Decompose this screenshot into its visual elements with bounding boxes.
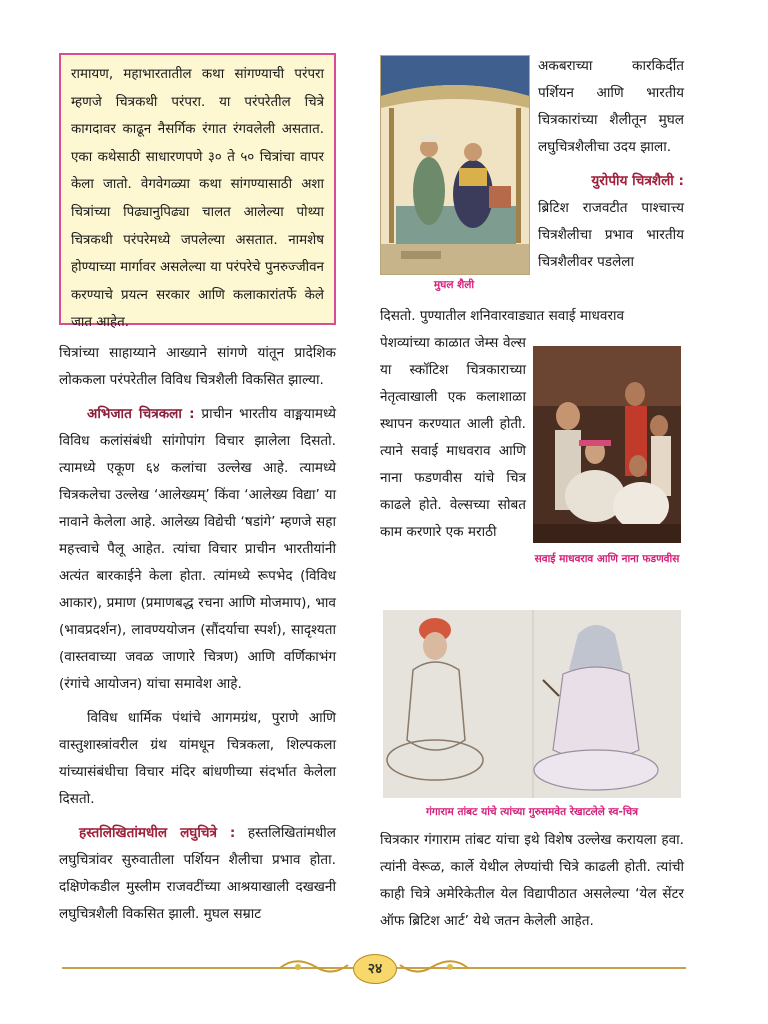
euro-text-3: पेशव्यांच्या काळात जेम्स वेल्स या स्कॉटिश चित्रकाराच्या नेतृत्वाखाली एक कलाशाळा स्थापन करण्यात आली होती. त्याने सवाई माधवराव आणि नाना फडणवीस यांचे चित्र काढले होते. वेल्सच्या सोबत काम करणारे एक मराठी (380, 335, 526, 540)
abhijat-paragraph (59, 401, 336, 698)
right-top-text (538, 53, 684, 276)
hast-text: हस्तलिखितांमधील लघुचित्रांवर सुरुवातीला पर्शियन शैलीचा प्रभाव होता. दक्षिणेकडील मुस्लीम राजवटींच्या आश्रयाखाली दखखनी लघुचित्रशैली विकसित झाली. मुघल सम्राट (59, 825, 336, 922)
euro-text-3-block (380, 330, 526, 546)
left-para-1: चित्रांच्या साहाय्याने आख्याने सांगणे यांतून प्रादेशिक लोककला परंपरेतील विविध चित्रशैली विकसित झाल्या. (59, 345, 336, 388)
mughal-caption: मुघल शैली (433, 279, 475, 291)
chitrakathi-box (59, 53, 336, 331)
left-para-3: विविध धार्मिक पंथांचे आगमग्रंथ, पुराणे आणि वास्तुशास्त्रांवरील ग्रंथ यांमधून चित्रकला, शिल्पकला यांच्यासंबंधीचा विचार मंदिर बांधणीच्या संदर्भात केलेला दिसतो. (59, 710, 336, 807)
euro-text-2: दिसतो. पुण्यातील शनिवारवाड्यात सवाई माधवराव (380, 308, 625, 324)
box-text: रामायण, महाभारतातील कथा सांगण्याची परंपरा म्हणजे चित्रकथी परंपरा. या परंपरेतील चित्रे कागदावर काढून नैसर्गिक रंगात रंगवलेली असतात. एका कथेसाठी साधारणपणे ३० ते ५० चित्रांचा वापर केला जातो. वेगवेगळ्या कथा सांगण्यासाठी अशा चित्रांच्या पिढ्यानुपिढ्या चालत आलेल्या पोथ्या चित्रकथी परंपरेमध्ये जपलेल्या असतात. नामशेष होण्याच्या मार्गावर असलेल्या या परंपरेचे पुनरुज्जीवन करण्याचे प्रयत्न सरकार आणि कलाकारांतर्फे केले जात आहेत. (71, 67, 324, 331)
hast-heading: हस्तलिखितांमधील लघुचित्रे : (79, 825, 236, 841)
euro-text-1: ब्रिटिश राजवटीत पाश्चात्त्य चित्रशैलीचा प्रभाव भारतीय चित्रशैलीवर पडलेला (538, 200, 684, 270)
mughal-painting (380, 55, 530, 275)
sawai-painting-art (533, 346, 681, 543)
gangaram-painting-art (383, 610, 681, 798)
sawai-painting (533, 346, 681, 543)
euro-heading-line (538, 168, 684, 195)
left-column (59, 340, 336, 928)
gangaram-painting (383, 610, 681, 798)
euro-text-2-block (380, 303, 684, 330)
mughal-text: अकबराच्या कारकिर्दीत पर्शियन आणि भारतीय चित्रकारांच्या शैलीतून मुघल लघुचित्रशैलीचा उदय झाला. (538, 58, 684, 155)
gangaram-text: चित्रकार गंगाराम तांबट यांचा इथे विशेष उल्लेख करायला हवा. त्यांनी वेरूळ, कार्ले येथील लेण्यांची चित्रे काढली होती. त्यांची काही चित्रे अमेरिकेतील येल विद्यापीठात असलेल्या ‘येल सेंटर ऑफ ब्रिटिश आर्ट’ येथे जतन केलेली आहेत. (380, 832, 684, 929)
gangaram-caption: गंगाराम तांबट यांचे त्यांच्या गुरुसमवेत रेखाटलेले स्व-चित्र (425, 806, 639, 818)
abhijat-text: प्राचीन भारतीय वाङ्मयामध्ये विविध कलांसंबंधी सांगोपांग विचार झालेला दिसतो. त्यामध्ये एकूण ६४ कलांचा उल्लेख आहे. त्यामध्ये चित्रकलेचा उल्लेख ‘आलेख्यम्’ किंवा ‘आलेख्य विद्या’ या नावाने केलेला आहे. आलेख्य विद्येची ‘षडांगे’ म्हणजे सहा महत्त्वाचे पैलू आहेत. त्यांचा विचार प्राचीन भारतीयांनी अत्यंत बारकाईने केला होता. त्यांमध्ये रूपभेद (विविध आकार), प्रमाण (प्रमाणबद्ध रचना आणि मोजमाप), भाव (भावप्रदर्शन), लावण्ययोजन (सौंदर्याचा स्पर्श), सादृश्यता (वास्तवाच्या जवळ जाणारे चित्रण) आणि वर्णिकाभंग (रंगांचे आयोजन) यांचा समावेश आहे. (59, 406, 336, 692)
mughal-painting-art (381, 56, 529, 274)
sawai-caption: सवाई माधवराव आणि नाना फडणवीस (534, 553, 680, 565)
hast-paragraph (59, 820, 336, 928)
gangaram-text-block (380, 827, 684, 935)
page-number: २४ (353, 954, 397, 984)
euro-heading: युरोपीय चित्रशैली : (591, 173, 684, 189)
abhijat-heading: अभिजात चित्रकला : (87, 406, 195, 422)
